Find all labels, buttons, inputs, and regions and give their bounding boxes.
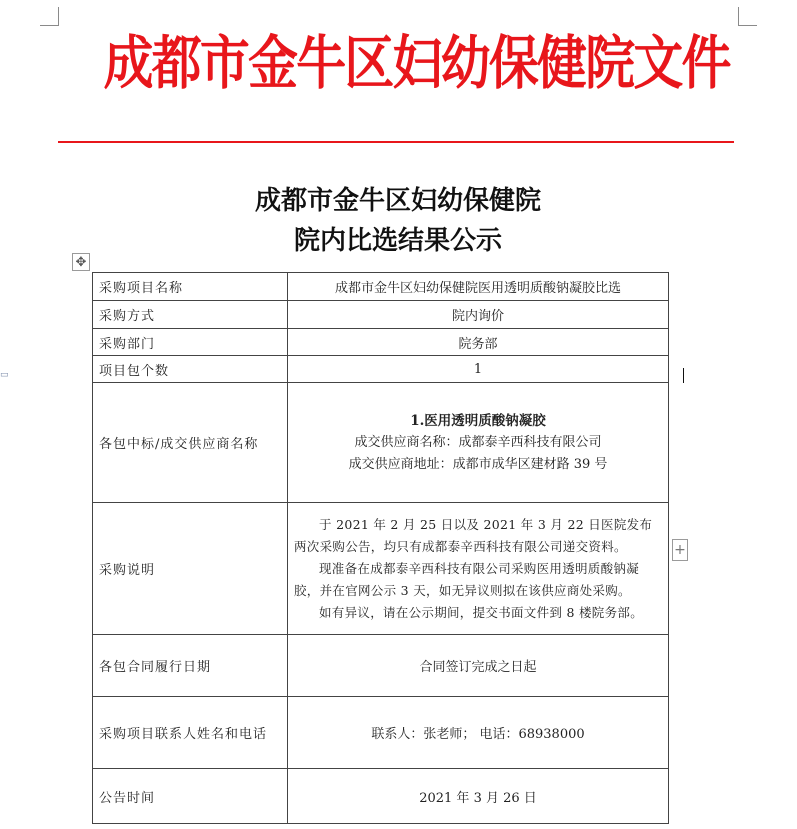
document-title-line1: 成都市金牛区妇幼保健院 xyxy=(254,186,541,216)
row-value[interactable]: 院务部 xyxy=(288,329,669,356)
row-label[interactable]: 公告时间 xyxy=(93,769,288,824)
row-label[interactable]: 项目包个数 xyxy=(93,356,288,383)
table-row xyxy=(93,356,669,383)
table-row xyxy=(93,301,669,329)
row-value[interactable]: 合同签订完成之日起 xyxy=(288,635,669,697)
row-value[interactable]: 院内询价 xyxy=(288,301,669,329)
row-label[interactable]: 采购项目名称 xyxy=(93,273,288,301)
winner-cell[interactable] xyxy=(288,383,669,503)
row-value[interactable]: 成都市金牛区妇幼保健院医用透明质酸钠凝胶比选 xyxy=(288,273,669,301)
row-value[interactable]: 联系人：张老师； 电话：68938000 xyxy=(288,697,669,769)
description-paragraph: 现准备在成都泰辛西科技有限公司采购医用透明质酸钠凝胶，并在官网公示 3 天，如无异议则拟在该供应商处采购。 xyxy=(294,560,640,598)
ruler-marker-icon: ▭ xyxy=(0,370,9,380)
table-row xyxy=(93,769,669,824)
description-paragraph: 于 2021 年 2 月 25 日以及 2021 年 3 月 22 日医院发布两次采购公告，均只有成都泰辛西科技有限公司递交资料。 xyxy=(294,516,653,554)
move-cross-icon[interactable]: ✥ xyxy=(72,253,90,271)
row-value[interactable]: 2021 年 3 月 26 日 xyxy=(288,769,669,824)
row-label[interactable]: 各包中标/成交供应商名称 xyxy=(93,383,288,503)
row-label[interactable]: 采购项目联系人姓名和电话 xyxy=(93,697,288,769)
description-cell[interactable] xyxy=(288,503,669,635)
page-corner-mark xyxy=(738,7,757,26)
package-name: 1.医用透明质酸钠凝胶 xyxy=(410,413,546,429)
description-paragraph: 如有异议，请在公示期间，提交书面文件到 8 楼院务部。 xyxy=(319,604,644,620)
document-title-line2: 院内比选结果公示 xyxy=(293,226,502,256)
row-label[interactable]: 采购方式 xyxy=(93,301,288,329)
result-table xyxy=(92,272,669,824)
red-divider-line xyxy=(58,141,734,143)
row-label[interactable]: 各包合同履行日期 xyxy=(93,635,288,697)
table-row xyxy=(93,383,669,503)
table-row xyxy=(93,635,669,697)
red-header-title: 成都市金牛区妇幼保健院文件 xyxy=(103,29,730,97)
plus-icon[interactable]: + xyxy=(672,539,688,561)
table-row xyxy=(93,273,669,301)
page-corner-mark xyxy=(40,7,59,26)
text-cursor-icon xyxy=(683,368,684,383)
row-value[interactable]: 1 xyxy=(288,356,669,383)
supplier-address: 成交供应商地址：成都市成华区建材路 39 号 xyxy=(348,457,608,472)
supplier-name: 成交供应商名称：成都泰辛西科技有限公司 xyxy=(354,435,602,450)
row-label[interactable]: 采购说明 xyxy=(93,503,288,635)
table-row xyxy=(93,697,669,769)
table-row xyxy=(93,503,669,635)
table-row xyxy=(93,329,669,356)
row-label[interactable]: 采购部门 xyxy=(93,329,288,356)
